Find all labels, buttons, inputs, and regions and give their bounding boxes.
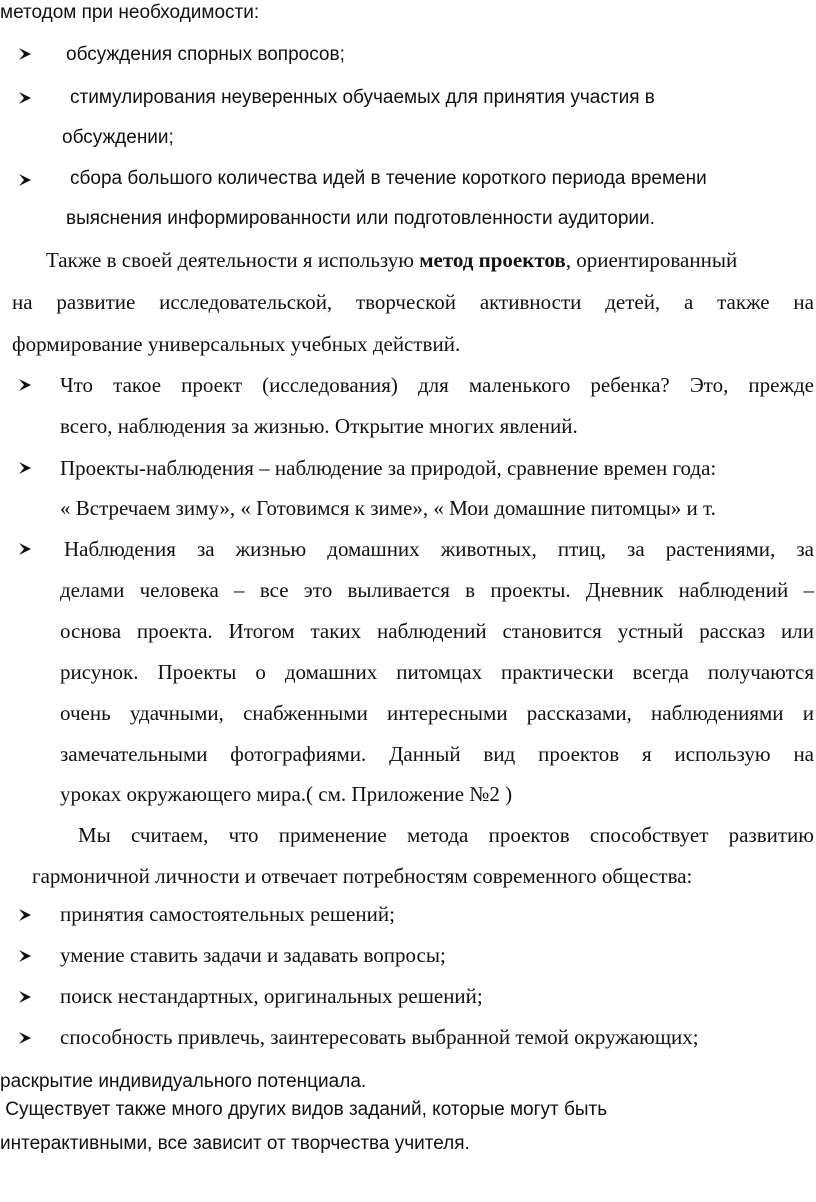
list-item-text: делами человека – все это выливается в проекты. Дневник наблюдений – [60,578,814,602]
list-item-text: замечательными фотографиями. Данный вид проектов я использую на [60,742,814,766]
list-item-text: Что такое проект (исследования) для маленького ребенка? Это, прежде [60,373,814,397]
paragraph-line: интерактивными, все зависит от творчества учителя. [0,1133,470,1154]
list-item-text: принятия самостоятельных решений; [60,902,395,926]
arrowhead-bullet-icon [18,949,32,963]
list-item-text: уроках окружающего мира.( см. Приложение №2 ) [60,782,513,806]
arrowhead-bullet-icon [18,908,32,922]
paragraph-line [46,250,814,271]
arrowhead-bullet-icon [18,91,32,105]
list-item-text: всего, наблюдения за жизнью. Открытие многих явлений. [60,414,578,438]
arrowhead-bullet-icon [18,173,32,187]
list-item-text: очень удачными, снабженными интересными рассказами, наблюдениями и [60,701,814,725]
arrowhead-bullet-icon [18,378,32,392]
paragraph-line: Мы считаем, что применение метода проектов способствует развитию [78,823,814,847]
list-item-text: способность привлечь, заинтересовать выбранной темой окружающих; [60,1025,699,1049]
list-item-text: выяснения информированности или подготовленности аудитории. [66,208,655,229]
list-item-text: стимулирования неуверенных обучаемых для принятия участия в [70,87,655,108]
paragraph-line: формирование универсальных учебных действий. [12,332,461,356]
list-item-text: обсуждении; [62,127,174,148]
list-item-text: сбора большого количества идей в течение короткого периода времени [70,168,707,189]
arrowhead-bullet-icon [18,1031,32,1045]
list-item-text: рисунок. Проекты о домашних питомцах практически всегда получаются [60,660,814,684]
arrowhead-bullet-icon [18,542,32,556]
list-item-text: обсуждения спорных вопросов; [66,44,345,65]
text-span: Также в своей деятельности я использую [46,248,420,272]
bold-term: метод проектов [419,248,566,272]
paragraph-line: на развитие исследовательской, творческой активности детей, а также на [12,290,814,314]
list-item-text: основа проекта. Итогом таких наблюдений становится устный рассказ или [60,619,814,643]
list-item-text: поиск нестандартных, оригинальных решений; [60,984,483,1008]
arrowhead-bullet-icon [18,461,32,475]
paragraph-line: раскрытие индивидуального потенциала. [0,1071,367,1092]
list-item-text: Проекты-наблюдения – наблюдение за природой, сравнение времен года: [60,456,717,480]
text-span: , ориентированный [565,248,738,272]
list-item-text: « Встречаем зиму», « Готовимся к зиме», « Мои домашние питомцы» и т. [60,496,716,520]
paragraph-line: гармоничной личности и отвечает потребностям современного общества: [32,864,693,888]
arrowhead-bullet-icon [18,47,32,61]
text-line: методом при необходимости: [0,2,260,23]
arrowhead-bullet-icon [18,990,32,1004]
paragraph-line: Существует также много других видов заданий, которые могут быть [0,1099,608,1120]
list-item-text: Наблюдения за жизнью домашних животных, птиц, за растениями, за [64,537,814,561]
list-item-text: умение ставить задачи и задавать вопросы; [60,943,446,967]
